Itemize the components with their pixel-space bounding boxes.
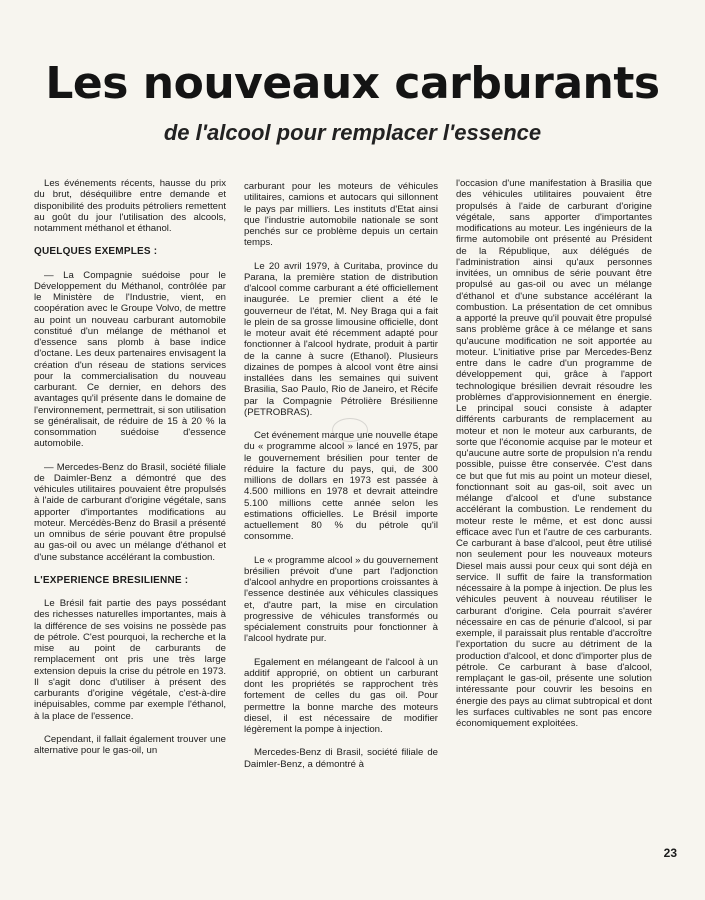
paragraph: Le Brésil fait partie des pays possédant des richesses naturelles importantes, mais à la différence de ses voisins ne possède pas de pétrole. C'est pourquoi, la recherche et la mise au point de carburants de remplacement ont pris une très large extension depuis la crise du pétrole en 1973. Il s'agit donc d'utiliser à présent des carburants d'origine végétale, c'est-à-dire inépuisables, comme par exemple l'éthanol, à la place de l'essence. [34, 598, 226, 722]
article-subtitle: de l'alcool pour remplacer l'essence [163, 120, 542, 145]
intro-paragraph: Les événements récents, hausse du prix du brut, déséquilibre entre demande et disponibilité des produits pétroliers remettent au goût du jour l'utilisation des alcools, notamment méthanol et éthanol. [34, 178, 226, 234]
paragraph: Mercedes-Benz di Brasil, société filiale de Daimler-Benz, a démontré à [244, 747, 438, 770]
page-number: 23 [663, 846, 677, 860]
section-heading-exemples: QUELQUES EXEMPLES : [34, 246, 158, 258]
article-title: Les nouveaux carburants [45, 58, 660, 109]
text-column-2 [244, 181, 438, 782]
paragraph: Le 20 avril 1979, à Curitaba, province du Parana, la première station de distribution d'alcool comme carburant a été officiellement inaugurée. Le premier client a été le gouverneur de l'état, M. Ney Braga qui a fait le plein de sa grosse limousine officielle, dont le moteur avait été récemment adapté pour fonctionner à l'alcool hydrate, produit à partir de la canne à sucre (Ethanol). Plusieurs dizaines de pompes à alcool vont être ainsi installées dans les semaines qui suivent Brasilia, Sao Paulo, Rio de Janeiro, et Récife par la Compagnie Pétrolière Brésilienne (PETROBRAS). [244, 260, 438, 418]
text-column-1 [34, 178, 226, 768]
paragraph: — La Compagnie suédoise pour le Développement du Méthanol, contrôlée par le Ministère de l'Industrie, vient, en coopération avec le Groupe Volvo, de mettre au point un nouveau carburant automobile constitué d'un mélange de méthanol et d'essence sans plomb à base indice d'octane. Les deux partenaires envisagent la création d'un réseau de stations services pour la commercialisation du nouveau carburant. Ce dernier, en dehors des avantages qu'il présente dans le domaine de l'environnement, permettrait, si son utilisation se généralisait, de réduire de 15 à 20 % la consommation suédoise d'essence automobile. [34, 269, 226, 450]
paragraph: carburant pour les moteurs de véhicules utilitaires, camions et autocars qui sillonnent le pays par milliers. Les instituts d'Etat ainsi que l'industrie automobile nationale se sont penchés sur ce problème depuis un certain temps. [244, 181, 438, 249]
paragraph: Cet événement marque une nouvelle étape du « programme alcool » lancé en 1975, par le gouvernement brésilien pour tenter de réduire la facture du pays, qui, de 300 millions de dollars en 1973 est passée à 4.500 millions en 1978 et devrait atteindre 5.100 millions cette année selon les estimations officielles. Le Brésil importe actuellement 80 % du pétrole qu'il consomme. [244, 430, 439, 543]
text-column-3 [456, 178, 652, 741]
paragraph: Cependant, il fallait également trouver une alternative pour le gas-oil, un [34, 733, 226, 756]
paragraph: — Mercedes-Benz do Brasil, société filiale de Daimler-Benz a démontré que des véhicules utilitaires pouvaient être propulsés à l'aide de carburant d'origine végétale, sans apporter d'importantes modifications au moteur. Mercédès-Benz do Brasil a présenté un omnibus de série pouvant être propulsé au gas-oil ou avec un mélange d'éthanol et d'une substance accélérant la combustion. [34, 461, 226, 563]
paragraph: Le « programme alcool » du gouvernement brésilien prévoit d'une part l'adjonction d'alcool anhydre en proportions croissantes à l'essence destinée aux véhicules classiques et, d'autre part, la mise en circulation progressive de véhicules transformés ou spécialement construits pour fonctionner à l'alcool hydrate pur. [244, 554, 438, 645]
paragraph: l'occasion d'une manifestation à Brasilia que des véhicules utilitaires pouvaient être propulsés à l'aide de carburant d'origine végétale, sans apporter d'importantes modifications au moteur. Les ingénieurs de la firme automobile ont présenté au Président de la République, aux délégués de l'administration ainsi qu'aux personnes invitées, un omnibus de série pouvant être propulsé au gas-oil ou avec un mélange d'éthanol et d'une substance accélérant la combustion. La présentation de cet omnibus a apporté la preuve qu'il pouvait être propulsé sans problème grâce à ce mélange et sans qu'aucune modification ne soit apportée au moteur. L'initiative prise par Mercedes-Benz entre dans le cadre d'un programme de développement qui, grâce à l'apport technologique brésilien devrait résoudre les problèmes d'approvisionnement en énergie. Le principal souci consiste à adapter différents carburants de remplacement au moteur et non le moteur aux carburants, de sorte que l'économie acquise par le moteur et qu'aucune autre sorte de propulsion n'a rendu possible, puisse être conservée. C'est dans ce but que fut mis au point un moteur diesel, fonctionnant soit au gas-oil, soit avec un mélange d'alcool et d'une substance accélérant la combustion. Le rendement du moteur reste le même, et est donc aussi efficace avec l'un et l'autre de ces carburants. Ce carburant à base d'alcool, peut être utilisé non seulement pour les nouveaux moteurs Diesel mais aussi pour ceux qui sont déjà en service. Il suffit de faire la transformation nécessaire à la pompe à injection. De plus les véhicules peuvent à nouveau réutiliser le carburant d'origine. Cela pourrait s'avérer nécessaire en cas de pénurie d'alcool, si par exemple, il paraissait plus rentable d'accroître l'exportation du sucre au détriment de la production d'alcool, et donc d'importer plus de pétrole. Ce carburant à base d'alcool, remplaçant le gas-oil, présente une solution intéressante pour couvrir les besoins en énergie des pays au climat subtropical et dont les surfaces cultivables ne sont pas encore économiquement exploitées. [456, 178, 652, 729]
library-stamp-icon [332, 418, 368, 442]
paragraph: Egalement en mélangeant de l'alcool à un additif approprié, on obtient un carburant dont les propriétés se rapprochent très fortement de celles du gas oil. Pour permettre la bonne marche des moteurs diesel, il est nécessaire de modifier légèrement la pompe à injection. [244, 656, 438, 735]
section-heading-experience: L'EXPERIENCE BRESILIENNE : [34, 574, 189, 586]
